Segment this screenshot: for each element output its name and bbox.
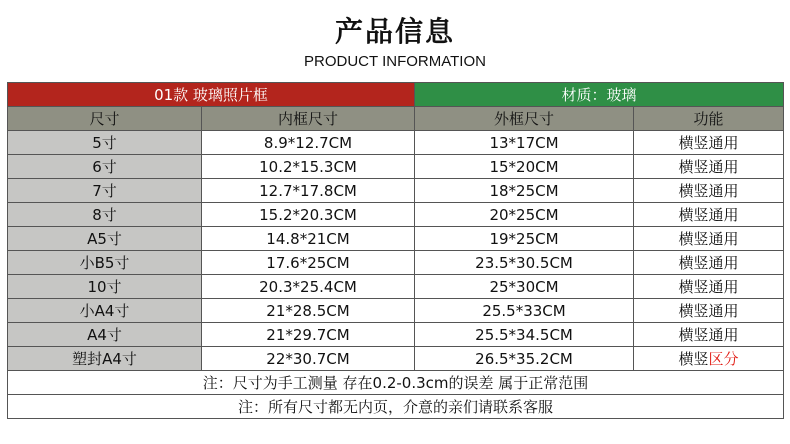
- outer-size-cell: 23.5*30.5CM: [415, 251, 634, 275]
- inner-size-cell: 10.2*15.3CM: [202, 155, 415, 179]
- outer-size-cell: 13*17CM: [415, 131, 634, 155]
- outer-size-cell: 19*25CM: [415, 227, 634, 251]
- table-row: [8, 179, 784, 203]
- note-measurement: 注：尺寸为手工测量 存在0.2-0.3cm的误差 属于正常范围: [8, 371, 784, 395]
- size-cell: A5寸: [8, 227, 202, 251]
- inner-size-cell: 22*30.7CM: [202, 347, 415, 371]
- outer-size-cell: 18*25CM: [415, 179, 634, 203]
- page-subtitle: PRODUCT INFORMATION: [304, 53, 486, 70]
- table-row: [8, 251, 784, 275]
- inner-size-cell: 21*28.5CM: [202, 299, 415, 323]
- inner-size-cell: 20.3*25.4CM: [202, 275, 415, 299]
- size-cell: 塑封A4寸: [8, 347, 202, 371]
- function-cell: 横竖通用: [634, 299, 784, 323]
- inner-size-cell: 15.2*20.3CM: [202, 203, 415, 227]
- table-row: [8, 323, 784, 347]
- column-header-function: 功能: [634, 107, 784, 131]
- outer-size-cell: 25.5*33CM: [415, 299, 634, 323]
- table-row: [8, 203, 784, 227]
- table-row: [8, 299, 784, 323]
- outer-size-cell: 25*30CM: [415, 275, 634, 299]
- function-cell: 横竖通用: [634, 155, 784, 179]
- function-cell: 横竖通用: [634, 131, 784, 155]
- inner-size-cell: 8.9*12.7CM: [202, 131, 415, 155]
- function-text: 横竖: [678, 349, 709, 368]
- product-label: 01款 玻璃照片框: [8, 83, 415, 107]
- table-row: [8, 155, 784, 179]
- size-cell: 6寸: [8, 155, 202, 179]
- table-row: [8, 227, 784, 251]
- function-cell: 横竖通用: [634, 227, 784, 251]
- function-cell: 横竖通用: [634, 179, 784, 203]
- size-cell: 小A4寸: [8, 299, 202, 323]
- product-header-row: [8, 83, 784, 107]
- product-spec-table: [7, 82, 784, 419]
- note-no-inner-page: 注：所有尺寸都无内页，介意的亲们请联系客服: [8, 395, 784, 419]
- table-row: [8, 131, 784, 155]
- function-cell: [634, 347, 784, 371]
- column-header-outer: 外框尺寸: [415, 107, 634, 131]
- inner-size-cell: 21*29.7CM: [202, 323, 415, 347]
- outer-size-cell: 15*20CM: [415, 155, 634, 179]
- size-cell: 5寸: [8, 131, 202, 155]
- outer-size-cell: 25.5*34.5CM: [415, 323, 634, 347]
- size-cell: 7寸: [8, 179, 202, 203]
- outer-size-cell: 26.5*35.2CM: [415, 347, 634, 371]
- function-cell: 横竖通用: [634, 323, 784, 347]
- size-cell: A4寸: [8, 323, 202, 347]
- outer-size-cell: 20*25CM: [415, 203, 634, 227]
- inner-size-cell: 17.6*25CM: [202, 251, 415, 275]
- table-row: [8, 275, 784, 299]
- function-cell: 横竖通用: [634, 275, 784, 299]
- function-cell: 横竖通用: [634, 251, 784, 275]
- function-cell: 横竖通用: [634, 203, 784, 227]
- inner-size-cell: 14.8*21CM: [202, 227, 415, 251]
- function-highlight: 区分: [708, 349, 739, 368]
- material-label: 材质：玻璃: [415, 83, 784, 107]
- note-row: [8, 371, 784, 395]
- size-cell: 8寸: [8, 203, 202, 227]
- size-cell: 10寸: [8, 275, 202, 299]
- column-header-row: [8, 107, 784, 131]
- table-row: [8, 347, 784, 371]
- inner-size-cell: 12.7*17.8CM: [202, 179, 415, 203]
- column-header-inner: 内框尺寸: [202, 107, 415, 131]
- page-title: 产品信息: [334, 15, 455, 48]
- size-cell: 小B5寸: [8, 251, 202, 275]
- note-row: [8, 395, 784, 419]
- column-header-size: 尺寸: [8, 107, 202, 131]
